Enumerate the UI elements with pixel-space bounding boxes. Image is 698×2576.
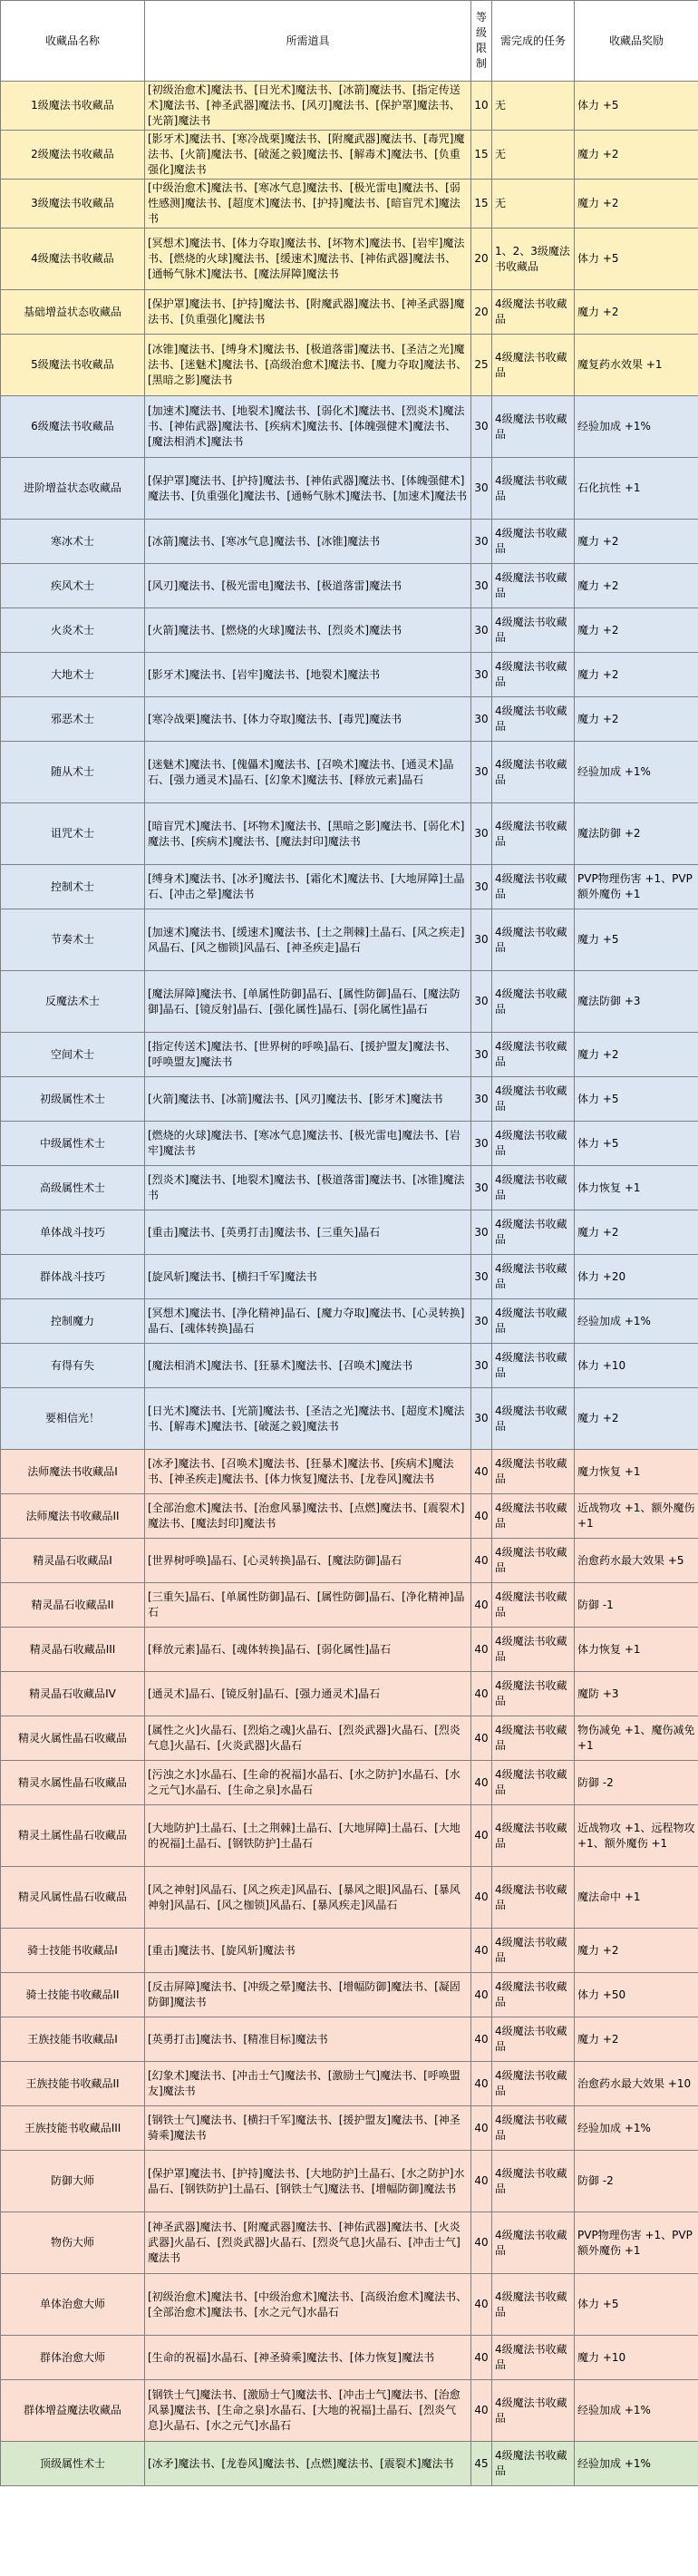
cell-name: 要相信光！ xyxy=(1,1388,145,1450)
cell-level: 30 xyxy=(471,971,492,1033)
cell-task: 4级魔法书收藏品 xyxy=(492,1805,575,1867)
cell-items: [影牙术]魔法书、[寒冷战栗]魔法书、[附魔武器]魔法书、[毒咒]魔法书、[火箭]魔法书、[破涎之毅]魔法书、[解毒术]魔法书、[负重强化]魔法书 xyxy=(145,131,471,180)
table-row xyxy=(1,458,698,520)
table-row xyxy=(1,1255,698,1299)
cell-level: 40 xyxy=(471,1867,492,1929)
cell-level: 40 xyxy=(471,2212,492,2274)
table-row xyxy=(1,1805,698,1867)
cell-name: 随从术士 xyxy=(1,742,145,803)
cell-name: 物伤大师 xyxy=(1,2212,145,2274)
cell-level: 30 xyxy=(471,1299,492,1344)
table-body xyxy=(1,82,698,2486)
table-row xyxy=(1,2442,698,2486)
cell-level: 30 xyxy=(471,1033,492,1077)
table-row xyxy=(1,131,698,180)
cell-task: 4级魔法书收藏品 xyxy=(492,865,575,909)
cell-task: 4级魔法书收藏品 xyxy=(492,458,575,520)
cell-task: 4级魔法书收藏品 xyxy=(492,909,575,971)
table-row xyxy=(1,1166,698,1210)
cell-level: 30 xyxy=(471,1344,492,1388)
cell-level: 40 xyxy=(471,1973,492,2017)
cell-task: 4级魔法书收藏品 xyxy=(492,520,575,564)
cell-task: 4级魔法书收藏品 xyxy=(492,2017,575,2062)
cell-task: 4级魔法书收藏品 xyxy=(492,653,575,697)
cell-name: 法师魔法书收藏品I xyxy=(1,1450,145,1494)
cell-reward: 体力 +5 xyxy=(575,82,698,131)
cell-reward: 魔力 +10 xyxy=(575,2336,698,2380)
cell-items: [指定传送术]魔法书、[世界树的呼唤]晶石、[援护盟友]魔法书、[呼唤盟友]魔法书 xyxy=(145,1033,471,1077)
cell-task: 4级魔法书收藏品 xyxy=(492,697,575,742)
cell-task: 4级魔法书收藏品 xyxy=(492,2336,575,2380)
cell-task: 4级魔法书收藏品 xyxy=(492,1344,575,1388)
cell-reward: 魔法防御 +2 xyxy=(575,803,698,865)
cell-level: 40 xyxy=(471,1716,492,1761)
cell-level: 30 xyxy=(471,742,492,803)
cell-level: 30 xyxy=(471,608,492,653)
cell-reward: 魔力 +2 xyxy=(575,2017,698,2062)
table-row xyxy=(1,1973,698,2017)
cell-name: 初级属性术士 xyxy=(1,1077,145,1122)
cell-level: 30 xyxy=(471,865,492,909)
cell-reward: 魔力 +5 xyxy=(575,909,698,971)
cell-items: [冰矛]魔法书、[龙卷风]魔法书、[点燃]魔法书、[震裂术]魔法书 xyxy=(145,2442,471,2486)
table-row xyxy=(1,228,698,290)
cell-items: [全部治愈术]魔法书、[治愈风暴]魔法书、[点燃]魔法书、[震裂术]魔法书、[魔法封印]魔法书 xyxy=(145,1494,471,1539)
cell-name: 王族技能书收藏品I xyxy=(1,2017,145,2062)
cell-name: 顶级属性术士 xyxy=(1,2442,145,2486)
cell-task: 4级魔法书收藏品 xyxy=(492,608,575,653)
cell-task: 4级魔法书收藏品 xyxy=(492,1033,575,1077)
cell-task: 4级魔法书收藏品 xyxy=(492,1929,575,1973)
table-row xyxy=(1,2151,698,2212)
cell-items: [日光术]魔法书、[光箭]魔法书、[圣洁之光]魔法书、[超度术]魔法书、[解毒术]魔法书、[破涎之毅]魔法书 xyxy=(145,1388,471,1450)
cell-task: 4级魔法书收藏品 xyxy=(492,290,575,335)
cell-level: 40 xyxy=(471,2062,492,2106)
table-row xyxy=(1,290,698,335)
table-row xyxy=(1,2106,698,2151)
cell-items: [魔法相消术]魔法书、[狂暴术]魔法书、[召唤术]魔法书 xyxy=(145,1344,471,1388)
cell-items: [钢铁士气]魔法书、[激励士气]魔法书、[冲击士气]魔法书、[治愈风暴]魔法书、[生命之泉]水晶石、[大地的祝福]土晶石、[烈炎气息]火晶石、[水之元气]水晶石 xyxy=(145,2380,471,2442)
cell-name: 寒冰术士 xyxy=(1,520,145,564)
cell-task: 4级魔法书收藏品 xyxy=(492,1210,575,1255)
cell-name: 4级魔法书收藏品 xyxy=(1,228,145,290)
cell-level: 40 xyxy=(471,1539,492,1583)
header-reward: 收藏品奖励 xyxy=(575,1,698,82)
cell-level: 40 xyxy=(471,1929,492,1973)
cell-name: 5级魔法书收藏品 xyxy=(1,335,145,396)
cell-task: 4级魔法书收藏品 xyxy=(492,1539,575,1583)
cell-task: 4级魔法书收藏品 xyxy=(492,1166,575,1210)
cell-level: 15 xyxy=(471,131,492,180)
cell-reward: 魔力 +2 xyxy=(575,180,698,228)
cell-items: [反击屏障]魔法书、[冲级之晕]魔法书、[增幅防御]魔法书、[凝固防御]魔法书 xyxy=(145,1973,471,2017)
cell-items: [初级治愈术]魔法书、[日光术]魔法书、[冰箭]魔法书、[指定传送术]魔法书、[神圣武器]魔法书、[风刃]魔法书、[保护罩]魔法书、[光箭]魔法书 xyxy=(145,82,471,131)
table-row xyxy=(1,2380,698,2442)
cell-name: 骑士技能书收藏品II xyxy=(1,1973,145,2017)
cell-level: 40 xyxy=(471,1494,492,1539)
cell-name: 节奏术士 xyxy=(1,909,145,971)
cell-reward: 魔力 +2 xyxy=(575,564,698,608)
cell-items: [加速术]魔法书、[缓速术]魔法书、[土之荆棘]土晶石、[风之疾走]风晶石、[风之枷锁]风晶石、[神圣疾走]晶石 xyxy=(145,909,471,971)
cell-reward: 近战物攻 +1、远程物攻 +1、额外魔伤 +1 xyxy=(575,1805,698,1867)
cell-reward: 体力 +5 xyxy=(575,2274,698,2336)
table-row xyxy=(1,1299,698,1344)
cell-name: 法师魔法书收藏品II xyxy=(1,1494,145,1539)
cell-name: 王族技能书收藏品II xyxy=(1,2062,145,2106)
cell-reward: 魔力 +2 xyxy=(575,131,698,180)
table-row xyxy=(1,564,698,608)
cell-name: 2级魔法书收藏品 xyxy=(1,131,145,180)
cell-name: 反魔法术士 xyxy=(1,971,145,1033)
cell-items: [暗盲咒术]魔法书、[坏物术]魔法书、[黑暗之影]魔法书、[弱化术]魔法书、[疾病术]魔法书、[魔法封印]魔法书 xyxy=(145,803,471,865)
cell-task: 4级魔法书收藏品 xyxy=(492,1973,575,2017)
cell-level: 20 xyxy=(471,228,492,290)
cell-items: [保护罩]魔法书、[护持]魔法书、[附魔武器]魔法书、[神圣武器]魔法书、[负重强化]魔法书 xyxy=(145,290,471,335)
cell-reward: 魔力 +2 xyxy=(575,608,698,653)
cell-task: 无 xyxy=(492,180,575,228)
cell-task: 4级魔法书收藏品 xyxy=(492,1867,575,1929)
cell-task: 4级魔法书收藏品 xyxy=(492,1388,575,1450)
cell-reward: 魔复药水效果 +1 xyxy=(575,335,698,396)
cell-items: [污浊之水]水晶石、[生命的祝福]水晶石、[水之防护]水晶石、[水之元气]水晶石、[生命之泉]水晶石 xyxy=(145,1761,471,1805)
cell-reward: 防御 -2 xyxy=(575,2151,698,2212)
cell-task: 4级魔法书收藏品 xyxy=(492,742,575,803)
cell-name: 精灵晶石收藏品I xyxy=(1,1539,145,1583)
cell-name: 群体战斗技巧 xyxy=(1,1255,145,1299)
cell-name: 精灵晶石收藏品IV xyxy=(1,1672,145,1716)
cell-items: [生命的祝福]水晶石、[神圣骑乘]魔法书、[体力恢复]魔法书 xyxy=(145,2336,471,2380)
cell-level: 45 xyxy=(471,2442,492,2486)
cell-reward: 魔力 +2 xyxy=(575,520,698,564)
cell-name: 精灵风属性晶石收藏品 xyxy=(1,1867,145,1929)
cell-name: 高级属性术士 xyxy=(1,1166,145,1210)
cell-items: [火箭]魔法书、[燃烧的火球]魔法书、[烈炎术]魔法书 xyxy=(145,608,471,653)
table-row xyxy=(1,909,698,971)
table-row xyxy=(1,82,698,131)
cell-reward: 魔力 +2 xyxy=(575,653,698,697)
cell-name: 精灵晶石收藏品III xyxy=(1,1628,145,1672)
cell-name: 火炎术士 xyxy=(1,608,145,653)
cell-name: 疾风术士 xyxy=(1,564,145,608)
table-row xyxy=(1,1628,698,1672)
cell-task: 4级魔法书收藏品 xyxy=(492,335,575,396)
cell-name: 精灵水属性晶石收藏品 xyxy=(1,1761,145,1805)
cell-reward: 魔法防御 +3 xyxy=(575,971,698,1033)
cell-items: [魔法屏障]魔法书、[单属性防御]晶石、[属性防御]晶石、[魔法防御]晶石、[镜反射]晶石、[强化属性]晶石、[弱化属性]晶石 xyxy=(145,971,471,1033)
cell-reward: 魔防 +3 xyxy=(575,1672,698,1716)
cell-task: 4级魔法书收藏品 xyxy=(492,2062,575,2106)
cell-task: 4级魔法书收藏品 xyxy=(492,2212,575,2274)
cell-level: 30 xyxy=(471,1077,492,1122)
cell-items: [神圣武器]魔法书、[附魔武器]魔法书、[神佑武器]魔法书、[火炎武器]火晶石、[烈炎武器]火晶石、[烈炎气息]火晶石、[冲击士气]魔法书 xyxy=(145,2212,471,2274)
cell-level: 40 xyxy=(471,2274,492,2336)
header-name: 收藏品名称 xyxy=(1,1,145,82)
table-row xyxy=(1,2274,698,2336)
cell-items: [冥想术]魔法书、[体力夺取]魔法书、[坏物术]魔法书、[岩牢]魔法书、[燃烧的火球]魔法书、[缓速术]魔法书、[神佑武器]魔法书、[通畅气脉术]魔法书、[魔法屏障]魔法书 xyxy=(145,228,471,290)
header-items: 所需道具 xyxy=(145,1,471,82)
table-row xyxy=(1,1761,698,1805)
table-row xyxy=(1,1716,698,1761)
cell-name: 单体治愈大师 xyxy=(1,2274,145,2336)
cell-reward: 魔力 +2 xyxy=(575,290,698,335)
cell-level: 10 xyxy=(471,82,492,131)
cell-level: 30 xyxy=(471,653,492,697)
cell-level: 40 xyxy=(471,1761,492,1805)
cell-items: [火箭]魔法书、[冰箭]魔法书、[风刃]魔法书、[影牙术]魔法书 xyxy=(145,1077,471,1122)
cell-task: 4级魔法书收藏品 xyxy=(492,1716,575,1761)
cell-reward: 体力恢复 +1 xyxy=(575,1166,698,1210)
cell-reward: 魔力 +2 xyxy=(575,1033,698,1077)
cell-reward: 体力 +5 xyxy=(575,1077,698,1122)
cell-task: 无 xyxy=(492,131,575,180)
cell-items: [风之神射]风晶石、[风之疾走]风晶石、[暴风之眼]风晶石、[暴风神射]风晶石、[风之枷锁]风晶石、[暴风疾走]风晶石 xyxy=(145,1867,471,1929)
cell-reward: 体力 +5 xyxy=(575,228,698,290)
cell-name: 诅咒术士 xyxy=(1,803,145,865)
cell-task: 4级魔法书收藏品 xyxy=(492,1583,575,1628)
cell-reward: 防御 -2 xyxy=(575,1761,698,1805)
table-row xyxy=(1,803,698,865)
cell-level: 40 xyxy=(471,1805,492,1867)
cell-level: 15 xyxy=(471,180,492,228)
cell-level: 30 xyxy=(471,458,492,520)
cell-name: 邪恶术士 xyxy=(1,697,145,742)
cell-name: 空间术士 xyxy=(1,1033,145,1077)
cell-task: 4级魔法书收藏品 xyxy=(492,1450,575,1494)
table-row xyxy=(1,1388,698,1450)
cell-items: [幻象术]魔法书、[冲击士气]魔法书、[激励士气]魔法书、[呼唤盟友]魔法书 xyxy=(145,2062,471,2106)
table-row xyxy=(1,520,698,564)
cell-level: 30 xyxy=(471,1388,492,1450)
table-row xyxy=(1,1122,698,1166)
table-header-row xyxy=(1,1,698,82)
cell-level: 30 xyxy=(471,1166,492,1210)
cell-reward: 魔力恢复 +1 xyxy=(575,1450,698,1494)
cell-items: [风刃]魔法书、[极光雷电]魔法书、[极道落雷]魔法书 xyxy=(145,564,471,608)
cell-items: [属性之火]火晶石、[烈焰之魂]火晶石、[烈炎武器]火晶石、[烈炎气息]火晶石、[火炎武器]火晶石 xyxy=(145,1716,471,1761)
cell-level: 40 xyxy=(471,1583,492,1628)
cell-reward: 体力 +10 xyxy=(575,1344,698,1388)
cell-task: 4级魔法书收藏品 xyxy=(492,1494,575,1539)
cell-items: [英勇打击]魔法书、[精准目标]魔法书 xyxy=(145,2017,471,2062)
cell-task: 4级魔法书收藏品 xyxy=(492,971,575,1033)
cell-reward: 体力 +50 xyxy=(575,1973,698,2017)
cell-task: 4级魔法书收藏品 xyxy=(492,1077,575,1122)
cell-level: 40 xyxy=(471,1672,492,1716)
table-row xyxy=(1,2062,698,2106)
cell-items: [保护罩]魔法书、[护持]魔法书、[大地防护]土晶石、[水之防护]水晶石、[钢铁防护]土晶石、[钢铁士气]魔法书、[增幅防御]魔法书 xyxy=(145,2151,471,2212)
cell-name: 群体治愈大师 xyxy=(1,2336,145,2380)
cell-name: 王族技能书收藏品III xyxy=(1,2106,145,2151)
cell-task: 4级魔法书收藏品 xyxy=(492,396,575,458)
cell-task: 4级魔法书收藏品 xyxy=(492,2380,575,2442)
cell-level: 40 xyxy=(471,1450,492,1494)
cell-reward: 魔力 +2 xyxy=(575,697,698,742)
cell-reward: 防御 -1 xyxy=(575,1583,698,1628)
cell-level: 30 xyxy=(471,697,492,742)
cell-reward: 魔力 +2 xyxy=(575,1210,698,1255)
cell-items: [重击]魔法书、[英勇打击]魔法书、[三重矢]晶石 xyxy=(145,1210,471,1255)
cell-name: 基础增益状态收藏品 xyxy=(1,290,145,335)
cell-reward: 治愈药水最大效果 +5 xyxy=(575,1539,698,1583)
cell-name: 有得有失 xyxy=(1,1344,145,1388)
table-row xyxy=(1,1494,698,1539)
table-row xyxy=(1,1210,698,1255)
cell-task: 4级魔法书收藏品 xyxy=(492,2106,575,2151)
cell-task: 4级魔法书收藏品 xyxy=(492,564,575,608)
cell-reward: 物伤减免 +1、魔伤减免 +1 xyxy=(575,1716,698,1761)
cell-items: [缚身术]魔法书、[冰矛]魔法书、[霜化术]魔法书、[大地屏障]土晶石、[冲击之晕]魔法书 xyxy=(145,865,471,909)
cell-reward: 体力 +5 xyxy=(575,1122,698,1166)
cell-reward: 经验加成 +1% xyxy=(575,2106,698,2151)
cell-reward: 经验加成 +1% xyxy=(575,2442,698,2486)
cell-task: 无 xyxy=(492,82,575,131)
cell-name: 防御大师 xyxy=(1,2151,145,2212)
header-level: 等级限制 xyxy=(471,1,492,82)
cell-items: [钢铁士气]魔法书、[横扫千军]魔法书、[援护盟友]魔法书、[神圣骑乘]魔法书 xyxy=(145,2106,471,2151)
table-row xyxy=(1,1033,698,1077)
table-row xyxy=(1,865,698,909)
cell-name: 6级魔法书收藏品 xyxy=(1,396,145,458)
cell-level: 20 xyxy=(471,290,492,335)
cell-level: 30 xyxy=(471,803,492,865)
table-row xyxy=(1,180,698,228)
cell-name: 中级属性术士 xyxy=(1,1122,145,1166)
table-row xyxy=(1,396,698,458)
table-row xyxy=(1,971,698,1033)
cell-task: 4级魔法书收藏品 xyxy=(492,1672,575,1716)
table-row xyxy=(1,1583,698,1628)
cell-items: [冰锥]魔法书、[缚身术]魔法书、[极道落雷]魔法书、[圣洁之光]魔法书、[迷魅术]魔法书、[高级治愈术]魔法书、[魔力夺取]魔法书、[黑暗之影]魔法书 xyxy=(145,335,471,396)
cell-reward: 魔力 +2 xyxy=(575,1929,698,1973)
table-row xyxy=(1,1867,698,1929)
cell-reward: 经验加成 +1% xyxy=(575,742,698,803)
cell-items: [保护罩]魔法书、[护持]魔法书、[神佑武器]魔法书、[体魄强健术]魔法书、[负重强化]魔法书、[通畅气脉术]魔法书、[加速术]魔法书 xyxy=(145,458,471,520)
cell-name: 3级魔法书收藏品 xyxy=(1,180,145,228)
table-row xyxy=(1,1077,698,1122)
cell-level: 30 xyxy=(471,520,492,564)
cell-name: 大地术士 xyxy=(1,653,145,697)
cell-reward: 体力恢复 +1 xyxy=(575,1628,698,1672)
table-row xyxy=(1,2336,698,2380)
cell-reward: 治愈药水最大效果 +10 xyxy=(575,2062,698,2106)
cell-task: 4级魔法书收藏品 xyxy=(492,803,575,865)
cell-items: [寒冷战栗]魔法书、[体力夺取]魔法书、[毒咒]魔法书 xyxy=(145,697,471,742)
cell-items: [旋风斩]魔法书、[横扫千军]魔法书 xyxy=(145,1255,471,1299)
table-row xyxy=(1,335,698,396)
table-row xyxy=(1,2017,698,2062)
cell-reward: 体力 +20 xyxy=(575,1255,698,1299)
cell-level: 30 xyxy=(471,1210,492,1255)
cell-task: 1、2、3级魔法书收藏品 xyxy=(492,228,575,290)
cell-reward: 经验加成 +1% xyxy=(575,2380,698,2442)
cell-name: 骑士技能书收藏品I xyxy=(1,1929,145,1973)
cell-items: [冰箭]魔法书、[寒冰气息]魔法书、[冰锥]魔法书 xyxy=(145,520,471,564)
cell-reward: 石化抗性 +1 xyxy=(575,458,698,520)
cell-task: 4级魔法书收藏品 xyxy=(492,2274,575,2336)
cell-name: 控制魔力 xyxy=(1,1299,145,1344)
table-row xyxy=(1,1450,698,1494)
cell-level: 30 xyxy=(471,1122,492,1166)
table-row xyxy=(1,697,698,742)
cell-name: 群体增益魔法收藏品 xyxy=(1,2380,145,2442)
cell-items: [释放元素]晶石、[魂体转换]晶石、[弱化属性]晶石 xyxy=(145,1628,471,1672)
cell-reward: PVP物理伤害 +1、PVP额外魔伤 +1 xyxy=(575,2212,698,2274)
cell-name: 单体战斗技巧 xyxy=(1,1210,145,1255)
cell-name: 1级魔法书收藏品 xyxy=(1,82,145,131)
cell-level: 40 xyxy=(471,2106,492,2151)
cell-items: [大地防护]土晶石、[土之荆棘]土晶石、[大地屏障]土晶石、[大地的祝福]土晶石、[钢铁防护]土晶石 xyxy=(145,1805,471,1867)
cell-task: 4级魔法书收藏品 xyxy=(492,1299,575,1344)
cell-level: 30 xyxy=(471,564,492,608)
cell-items: [迷魅术]魔法书、[傀儡术]魔法书、[召唤术]魔法书、[通灵术]晶石、[强力通灵术]晶石、[幻象术]魔法书、[释放元素]晶石 xyxy=(145,742,471,803)
table-row xyxy=(1,2212,698,2274)
cell-level: 30 xyxy=(471,909,492,971)
cell-level: 30 xyxy=(471,1255,492,1299)
cell-items: [加速术]魔法书、[地裂术]魔法书、[弱化术]魔法书、[烈炎术]魔法书、[神佑武器]魔法书、[疾病术]魔法书、[体魄强健术]魔法书、[魔法相消术]魔法书 xyxy=(145,396,471,458)
cell-name: 进阶增益状态收藏品 xyxy=(1,458,145,520)
table-row xyxy=(1,742,698,803)
cell-name: 精灵土属性晶石收藏品 xyxy=(1,1805,145,1867)
table-row xyxy=(1,1344,698,1388)
cell-level: 25 xyxy=(471,335,492,396)
cell-level: 40 xyxy=(471,2151,492,2212)
cell-name: 精灵火属性晶石收藏品 xyxy=(1,1716,145,1761)
cell-items: [初级治愈术]魔法书、[中级治愈术]魔法书、[高级治愈术]魔法书、[全部治愈术]魔法书、[水之元气]水晶石 xyxy=(145,2274,471,2336)
cell-task: 4级魔法书收藏品 xyxy=(492,1255,575,1299)
cell-task: 4级魔法书收藏品 xyxy=(492,1122,575,1166)
cell-task: 4级魔法书收藏品 xyxy=(492,1761,575,1805)
cell-items: [三重矢]晶石、[单属性防御]晶石、[属性防御]晶石、[净化精神]晶石 xyxy=(145,1583,471,1628)
cell-items: [烈炎术]魔法书、[地裂术]魔法书、[极道落雷]魔法书、[冰锥]魔法书 xyxy=(145,1166,471,1210)
cell-task: 4级魔法书收藏品 xyxy=(492,2151,575,2212)
table-row xyxy=(1,653,698,697)
cell-items: [世界树呼唤]晶石、[心灵转换]晶石、[魔法防御]晶石 xyxy=(145,1539,471,1583)
cell-reward: 魔法命中 +1 xyxy=(575,1867,698,1929)
cell-level: 40 xyxy=(471,2017,492,2062)
cell-items: [燃烧的火球]魔法书、[寒冰气息]魔法书、[极光雷电]魔法书、[岩牢]魔法书 xyxy=(145,1122,471,1166)
cell-items: [冥想术]魔法书、[净化精神]晶石、[魔力夺取]魔法书、[心灵转换]晶石、[魂体转换]晶石 xyxy=(145,1299,471,1344)
cell-level: 40 xyxy=(471,2380,492,2442)
cell-level: 30 xyxy=(471,396,492,458)
cell-items: [中级治愈术]魔法书、[寒冰气息]魔法书、[极光雷电]魔法书、[弱性感测]魔法书、[超度术]魔法书、[护持]魔法书、[暗盲咒术]魔法书 xyxy=(145,180,471,228)
cell-items: [冰矛]魔法书、[召唤术]魔法书、[狂暴术]魔法书、[疾病术]魔法书、[神圣疾走]魔法书、[体力恢复]魔法书、[龙卷风]魔法书 xyxy=(145,1450,471,1494)
cell-reward: 经验加成 +1% xyxy=(575,1299,698,1344)
table-row xyxy=(1,1929,698,1973)
cell-task: 4级魔法书收藏品 xyxy=(492,2442,575,2486)
cell-reward: PVP物理伤害 +1、PVP额外魔伤 +1 xyxy=(575,865,698,909)
cell-level: 40 xyxy=(471,1628,492,1672)
cell-reward: 近战物攻 +1、额外魔伤 +1 xyxy=(575,1494,698,1539)
cell-name: 精灵晶石收藏品II xyxy=(1,1583,145,1628)
cell-reward: 魔力 +2 xyxy=(575,1388,698,1450)
cell-items: [影牙术]魔法书、[岩牢]魔法书、[地裂术]魔法书 xyxy=(145,653,471,697)
cell-items: [重击]魔法书、[旋风斩]魔法书 xyxy=(145,1929,471,1973)
cell-reward: 经验加成 +1% xyxy=(575,396,698,458)
table-row xyxy=(1,608,698,653)
table-row xyxy=(1,1539,698,1583)
cell-level: 40 xyxy=(471,2336,492,2380)
header-task: 需完成的任务 xyxy=(492,1,575,82)
cell-name: 控制术士 xyxy=(1,865,145,909)
cell-task: 4级魔法书收藏品 xyxy=(492,1628,575,1672)
cell-items: [通灵术]晶石、[镜反射]晶石、[强力通灵术]晶石 xyxy=(145,1672,471,1716)
table-row xyxy=(1,1672,698,1716)
